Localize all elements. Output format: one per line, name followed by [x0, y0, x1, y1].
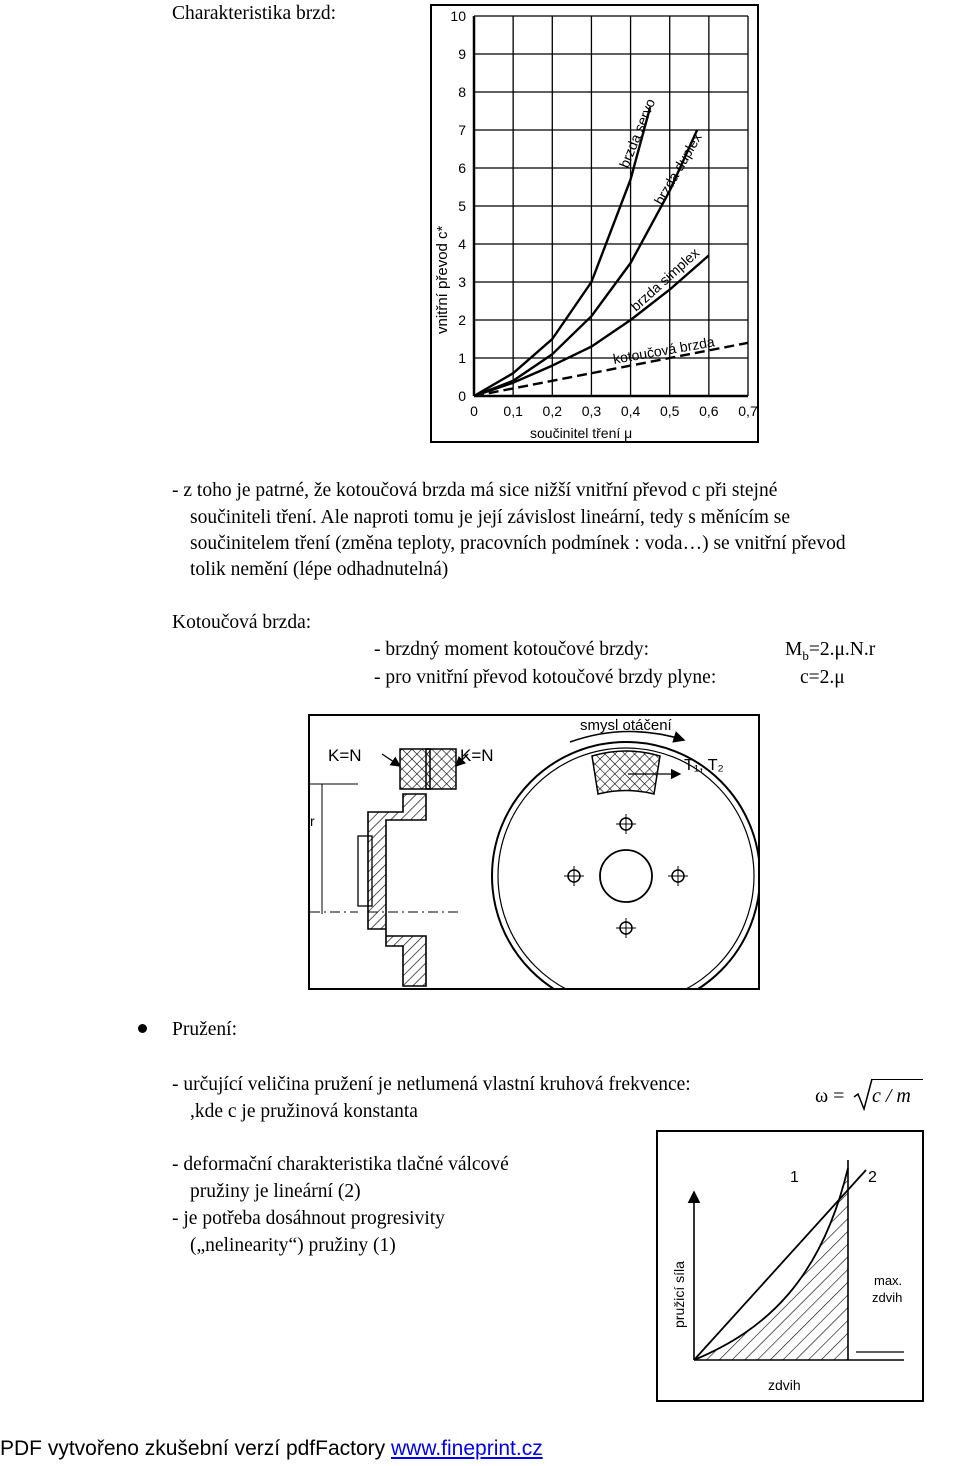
- y-tick-label: 4: [458, 236, 466, 252]
- label-rotation: smysl otáčení: [580, 717, 672, 734]
- label-radius: r: [310, 813, 315, 829]
- disc-line2: - pro vnitřní převod kotoučové brzdy plyne:: [374, 667, 717, 688]
- spring-characteristic-figure: [656, 1130, 924, 1402]
- label-disc: kotoučová brzda: [611, 333, 716, 367]
- x-tick-label: 0,5: [659, 403, 680, 419]
- para1-line3: součinitelem tření (změna teploty, pracovních podmínek : voda…) se vnitřní převod: [190, 533, 846, 554]
- para1-line2: součiniteli tření. Ale naproti tomu je její závislost lineární, tedy s měnícím se: [190, 507, 791, 528]
- formula-sub-b: b: [802, 647, 809, 663]
- label-duplex: brzda duplex: [650, 130, 705, 208]
- spring-y-label: pružicí síla: [671, 1261, 687, 1328]
- y-tick-label: 0: [458, 388, 466, 404]
- spring-line2: ,kde c je pružinová konstanta: [190, 1101, 418, 1122]
- bullet-icon: [138, 1024, 147, 1033]
- label-max: max.: [874, 1273, 903, 1288]
- y-tick-label: 1: [458, 350, 466, 366]
- y-axis-label: vnitřní převod c*: [434, 225, 451, 334]
- disc-formula1: [785, 639, 875, 667]
- label-kn-left: K=N: [328, 746, 362, 765]
- y-tick-label: 6: [458, 160, 466, 176]
- label-max-zdvih: zdvih: [872, 1290, 903, 1305]
- disc-formula2: c=2.μ: [800, 667, 845, 688]
- x-tick-label: 0,7: [738, 403, 758, 419]
- spring-list-line3: - je potřeba dosáhnout progresivity: [172, 1208, 445, 1229]
- spring-line1: - určující veličina pružení je netlumená vlastní kruhová frekvence:: [172, 1074, 691, 1095]
- label-kn-right: K=N: [460, 746, 494, 765]
- disc-heading: Kotoučová brzda:: [172, 612, 312, 633]
- label-servo: brzda servo: [615, 96, 659, 171]
- footer-link[interactable]: www.fineprint.cz: [390, 1437, 543, 1460]
- curve-label-2: 2: [868, 1169, 877, 1186]
- x-tick-label: 0,4: [620, 403, 641, 419]
- spring-heading: Pružení:: [172, 1019, 237, 1040]
- spring-list-line2: pružiny je lineární (2): [190, 1181, 361, 1202]
- para1-line1: - z toho je patrné, že kotoučová brzda má sice nižší vnitřní převod c při stejné: [172, 480, 778, 501]
- disc-line1: - brzdný moment kotoučové brzdy:: [374, 639, 650, 660]
- footer: [0, 1436, 543, 1462]
- sqrt-bar: [871, 1079, 923, 1080]
- brake-characteristics-chart: [430, 4, 760, 444]
- y-tick-label: 5: [458, 198, 466, 214]
- disc-brake-figure: [308, 714, 760, 990]
- spring-list-line1: - deformační charakteristika tlačné válcové: [172, 1154, 509, 1175]
- y-tick-label: 7: [458, 122, 466, 138]
- x-tick-label: 0,2: [542, 403, 563, 419]
- footer-text: PDF vytvořeno zkušební verzí pdfFactory: [0, 1437, 391, 1460]
- formula-m: M: [785, 639, 803, 660]
- curve-label-1: 1: [790, 1169, 799, 1186]
- x-tick-label: 0,1: [503, 403, 523, 419]
- label-temps: T₁, T₂: [684, 757, 724, 774]
- spring-list-line4: („nelinearity“) pružiny (1): [190, 1235, 396, 1256]
- spring-x-label: zdvih: [768, 1377, 801, 1393]
- label-simplex: brzda simplex: [627, 244, 703, 315]
- y-tick-label: 10: [450, 8, 466, 24]
- y-tick-label: 8: [458, 84, 466, 100]
- y-tick-label: 3: [458, 274, 466, 290]
- y-tick-label: 2: [458, 312, 466, 328]
- y-tick-label: 9: [458, 46, 466, 62]
- x-axis-label: součinitel tření μ: [530, 425, 633, 441]
- x-tick-label: 0: [470, 403, 478, 419]
- omega-formula: ω =: [815, 1085, 845, 1107]
- x-tick-label: 0,3: [581, 403, 602, 419]
- x-tick-label: 0,6: [699, 403, 719, 419]
- omega-root: c / m: [872, 1085, 911, 1107]
- para1-line4: tolik nemění (lépe odhadnutelná): [190, 559, 449, 580]
- formula-rest: =2.μ.N.r: [808, 639, 876, 660]
- sqrt-icon: [853, 1077, 873, 1111]
- heading-brakes: Charakteristika brzd:: [172, 3, 337, 24]
